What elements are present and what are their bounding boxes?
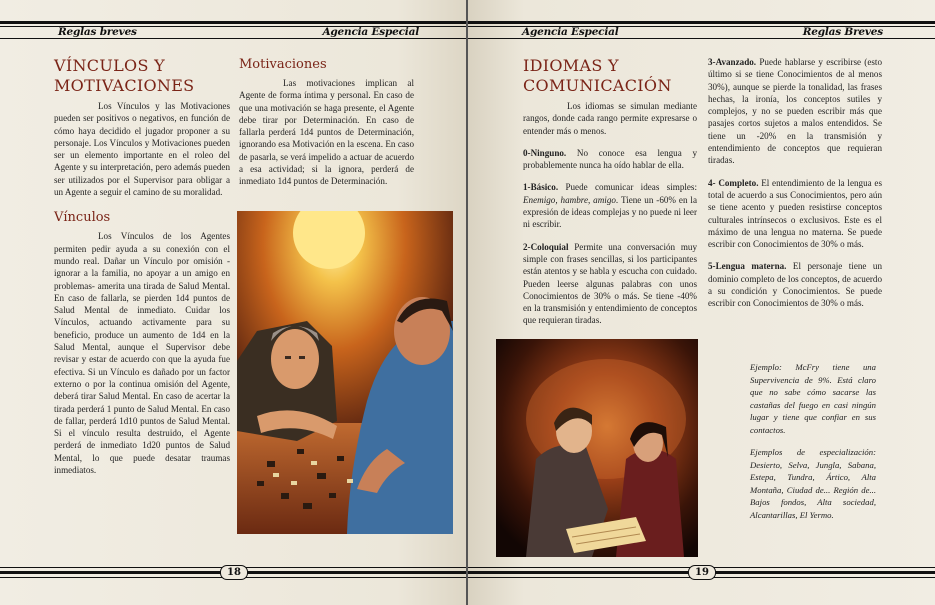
title-line: VÍNCULOS Y [54,56,165,75]
running-header-left: Agencia Especial [522,26,619,38]
subsection-title-motivaciones: Motivaciones [239,57,327,72]
right-column [239,57,414,198]
page-number: 19 [688,565,716,580]
level-text: . Tiene un -60% en la expresión de ideas complejas y no puede ni leer ni escribir. [523,194,697,230]
level-text-italic: Enemigo, hambre, amigo [523,194,616,205]
running-header-left: Reglas breves [58,26,137,38]
example-especializacion: Ejemplos de especialización: Desierto, Selva, Jungla, Sabana, Estepa, Tundra, Ártico, Alta Montaña, Ciudad de... Región de... Bajos fondos, Alta sociedad, Alcantarillas, El Yermo. [750,447,876,520]
level-label: 2-Coloquial [523,241,569,252]
level-label: 5-Lengua materna. [708,261,787,272]
level-label: 1-Básico. [523,182,559,193]
level-label: 3-Avanzado. [708,57,757,67]
running-header-right: Agencia Especial [322,26,419,38]
title-line: MOTIVACIONES [54,76,195,95]
right-column [708,56,882,320]
paragraph: Los Vínculos de los Agentes permiten pedir ayuda a su conexión con el mundo real. Dañar un Vínculo por omisión - ignorar a la familia, no apoyar a un amigo en problemas- amerita una tirada de Salud Mental. En caso de fallarla, se pierden 1d4 puntos de Salud Mental de inmediato. Cuidar los Vínculos, actuando activamente para su beneficio, produce un aumento de 1d4 en la Salud Mental, aunque el Supervisor debe revisar y estar de acuerdo con que la ayuda fue efectiva. Si un Vínculo es dañado por un factor externo o por la continua omisión del Agente, deberá tirar Salud Mental. En caso de acertar la tirada perderá 1 punto de Salud Mental. En caso de fallar, perderá 1d10 puntos de Salud Mental. Si el vínculo resulta destruido, el Agente perderá de inmediato 1d20 puntos de Salud Mental, lo que puede desatar traumas inmediatos. [54,231,230,476]
illustration-cave-conversation [496,339,698,557]
title-line: COMUNICACIÓN [523,76,672,95]
running-header-right: Reglas Breves [802,26,883,38]
subsection-title-vinculos: Vínculos [54,210,111,226]
level-text: El personaje tiene un dominio completo de los conceptos, de acuerdo a su condición y Conocimientos. Se puede escribir con Conocimientos de 30% o más. [708,261,882,309]
header-rule [0,38,467,39]
level-basico [523,181,697,230]
level-text: Puede hablarse y escribirse (esto último si se tiene Conocimientos de al menos 30%), aunque se pierde la tonalidad, las frases hechas, la ironía, los conceptos sutiles y complejos, y no se pueden escribir más que pasajes cortos sujetos a malos entendidos. Se tiene un -20% en la transmisión y entendimiento de conceptos que requieran tiradas. [708,57,882,166]
illustration-cave-conversation-art [496,339,698,557]
section-title-vinculos-motivaciones [54,56,230,96]
level-text: No conoce esa lengua y probablemente nunca ha oído hablar de ella. [523,147,697,171]
left-page [0,0,467,605]
level-coloquial [523,241,697,327]
left-column [523,56,697,337]
level-text: El entendimiento de la lengua es total de acuerdo a sus Conocimientos, pero aún se tiene acento y pueden resistirse conceptos culturales intrínsecos o exclusivos. Este es el máximo de una lengua no materna. Se puede escribir con Conocimientos de 30% o más. [708,177,882,250]
left-column [54,56,230,486]
header-rule [468,38,935,39]
level-lengua-materna [708,260,882,309]
paragraph: Los Vínculos y las Motivaciones pueden ser positivos o negativos, en función de cómo haya decidido el jugador proponer a su personaje. Los Vínculos y Motivaciones pueden ser un elemento importante en el roleo del Agente y su interpretación, pero además pueden ser utilizados por el Supervisor para obligar a un Agente a seguir el camino de su moralidad. [54,101,230,198]
title-line: IDIOMAS Y [523,56,619,75]
paragraph: Los idiomas se simulan mediante rangos, donde cada rango permite expresarse o entender más o menos. [523,101,697,136]
page-number: 18 [220,565,248,580]
level-text: Puede comunicar ideas simples: [558,182,697,193]
header-rule [468,21,935,24]
level-completo [708,177,882,251]
section-title-idiomas [523,56,697,96]
level-label: 4- Completo. [708,177,759,188]
level-label: 0-Ninguno. [523,147,567,158]
level-text: Permite una conversación muy simple con frases sencillas, si los participantes están atentos y se habla y escucha con cuidado. Pueden leerse algunas palabras con unos Conocimientos de 30% o más. Se tiene -40% en la transmisión y entendimiento de conceptos que requieran tiradas. [523,241,697,326]
examples-block [750,361,876,531]
right-page [468,0,935,605]
paragraph: Las motivaciones implican al Agente de forma íntima y personal. En caso de que una motivación se haga presente, el Agente debe tirar por Determinación. En caso de fallarla perderá 1d4 puntos de Determinación, ignorando esa Motivación en la escena. En caso de pasarla, se verá impelido a actuar de acuerdo a esa actividad; si la ignora, perderá de inmediato 1d4 puntos de Determinación. [239,78,414,187]
illustration-game-players [237,211,453,534]
level-ninguno [523,147,697,172]
illustration-game-players-art [237,211,453,534]
header-rule [0,21,467,24]
example-mcfry: Ejemplo: McFry tiene una Supervivencia de 9%. Está claro que no sabe cómo sacarse las castañas del fuego en casi ningún lugar y tiene que confiar en sus contactos. [750,362,876,435]
level-avanzado [708,56,882,167]
